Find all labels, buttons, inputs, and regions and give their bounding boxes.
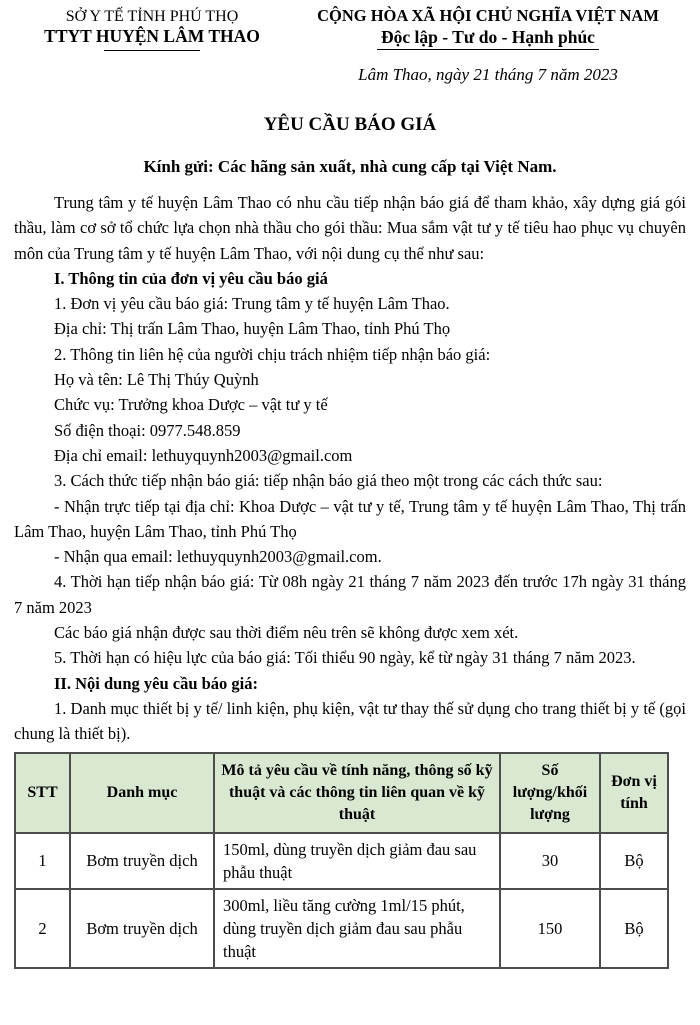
national-motto: Độc lập - Tư do - Hạnh phúc [377, 27, 599, 50]
item-contact-heading: 2. Thông tin liên hệ của người chịu trách nhiệm tiếp nhận báo giá: [54, 344, 491, 364]
document-header [14, 6, 686, 85]
cell-so-luong: 30 [500, 833, 600, 889]
table-row [15, 889, 668, 968]
item-address: Địa chỉ: Thị trấn Lâm Thao, huyện Lâm Thao, tỉnh Phú Thọ [54, 319, 451, 339]
org-underline-rule [104, 50, 200, 51]
table-row [15, 833, 668, 889]
cell-so-luong: 150 [500, 889, 600, 968]
national-title: CỘNG HÒA XÃ HỘI CHỦ NGHĨA VIỆT NAM [317, 6, 659, 25]
item-contact-email: Địa chỉ email: lethuyquynh2003@gmail.com [54, 445, 353, 465]
salutation-line: Kính gửi: Các hãng sản xuất, nhà cung cấp tại Việt Nam. [143, 157, 557, 176]
item-reception-methods: 3. Cách thức tiếp nhận báo giá: tiếp nhận báo giá theo một trong các cách thức sau: [54, 471, 603, 491]
column-header-don-vi-tinh: Đơn vị tính [600, 753, 668, 833]
item-requesting-unit: 1. Đơn vị yêu cầu báo giá: Trung tâm y tế huyện Lâm Thao. [54, 294, 450, 314]
org-name: TTYT HUYỆN LÂM THAO [44, 26, 260, 46]
cell-stt: 1 [15, 833, 70, 889]
column-header-stt: STT [15, 753, 70, 833]
item-contact-phone: Số điện thoại: 0977.548.859 [54, 420, 241, 440]
column-header-danh-muc: Danh mục [70, 753, 214, 833]
cell-danh-muc: Bơm truyền dịch [70, 833, 214, 889]
date-line: Lâm Thao, ngày 21 tháng 7 năm 2023 [358, 65, 618, 84]
section-i-heading: I. Thông tin của đơn vị yêu cầu báo giá [54, 268, 328, 288]
issuing-org-block [14, 6, 290, 51]
section-ii-heading: II. Nội dung yêu cầu báo giá: [54, 673, 259, 693]
method-direct: - Nhận trực tiếp tại địa chỉ: Khoa Dược – vật tư y tế, Trung tâm y tế huyện Lâm Thao, Thị trấn Lâm Thao, huyện Lâm Thao, tỉnh Phú Thọ [14, 496, 686, 541]
table-body [15, 833, 668, 968]
national-motto-block [290, 6, 686, 85]
item-contact-name: Họ và tên: Lê Thị Thúy Quỳnh [54, 370, 259, 390]
column-header-so-luong: Số lượng/khối lượng [500, 753, 600, 833]
item-contact-position: Chức vụ: Trưởng khoa Dược – vật tư y tế [54, 395, 328, 415]
table-header-row [15, 753, 668, 833]
page-title: YÊU CẦU BÁO GIÁ [263, 114, 437, 135]
item-equipment-list-intro: 1. Danh mục thiết bị y tế/ linh kiện, phụ kiện, vật tư thay thế sử dụng cho trang thiết bị y tế (gọi chung là thiết bị). [14, 698, 686, 744]
cell-don-vi-tinh: Bộ [600, 889, 668, 968]
column-header-mo-ta-ky-thuat: Mô tả yêu cầu về tính năng, thông số kỹ thuật và các thông tin liên quan về kỹ thuật [214, 753, 500, 833]
cell-stt: 2 [15, 889, 70, 968]
intro-paragraph: Trung tâm y tế huyện Lâm Thao có nhu cầu tiếp nhận báo giá để tham khảo, xây dựng giá gói thầu, làm cơ sở tổ chức lựa chọn nhà thầu cho gói thầu: Mua sắm vật tư y tế tiêu hao phục vụ chuyên môn của Trung tâm y tế huyện Lâm Thao, với nội dung cụ thể như sau: [14, 193, 686, 263]
org-parent-name: SỞ Y TẾ TỈNH PHÚ THỌ [65, 8, 239, 25]
method-email: - Nhận qua email: lethuyquynh2003@gmail.com. [54, 547, 382, 567]
item-reception-deadline: 4. Thời hạn tiếp nhận báo giá: Từ 08h ngày 21 tháng 7 năm 2023 đến trước 17h ngày 31 tháng 7 năm 2023 [14, 572, 686, 617]
item-validity: 5. Thời hạn có hiệu lực của báo giá: Tối thiểu 90 ngày, kể từ ngày 31 tháng 7 năm 2023. [54, 648, 636, 668]
cell-mo-ta-ky-thuat: 300ml, liều tăng cường 1ml/15 phút, dùng truyền dịch giảm đau sau phẫu thuật [214, 889, 500, 968]
cell-danh-muc: Bơm truyền dịch [70, 889, 214, 968]
cell-don-vi-tinh: Bộ [600, 833, 668, 889]
item-late-note: Các báo giá nhận được sau thời điểm nêu trên sẽ không được xem xét. [54, 623, 519, 643]
document-body [14, 190, 686, 747]
quote-items-table [14, 752, 669, 969]
cell-mo-ta-ky-thuat: 150ml, dùng truyền dịch giảm đau sau phẫu thuật [214, 833, 500, 889]
